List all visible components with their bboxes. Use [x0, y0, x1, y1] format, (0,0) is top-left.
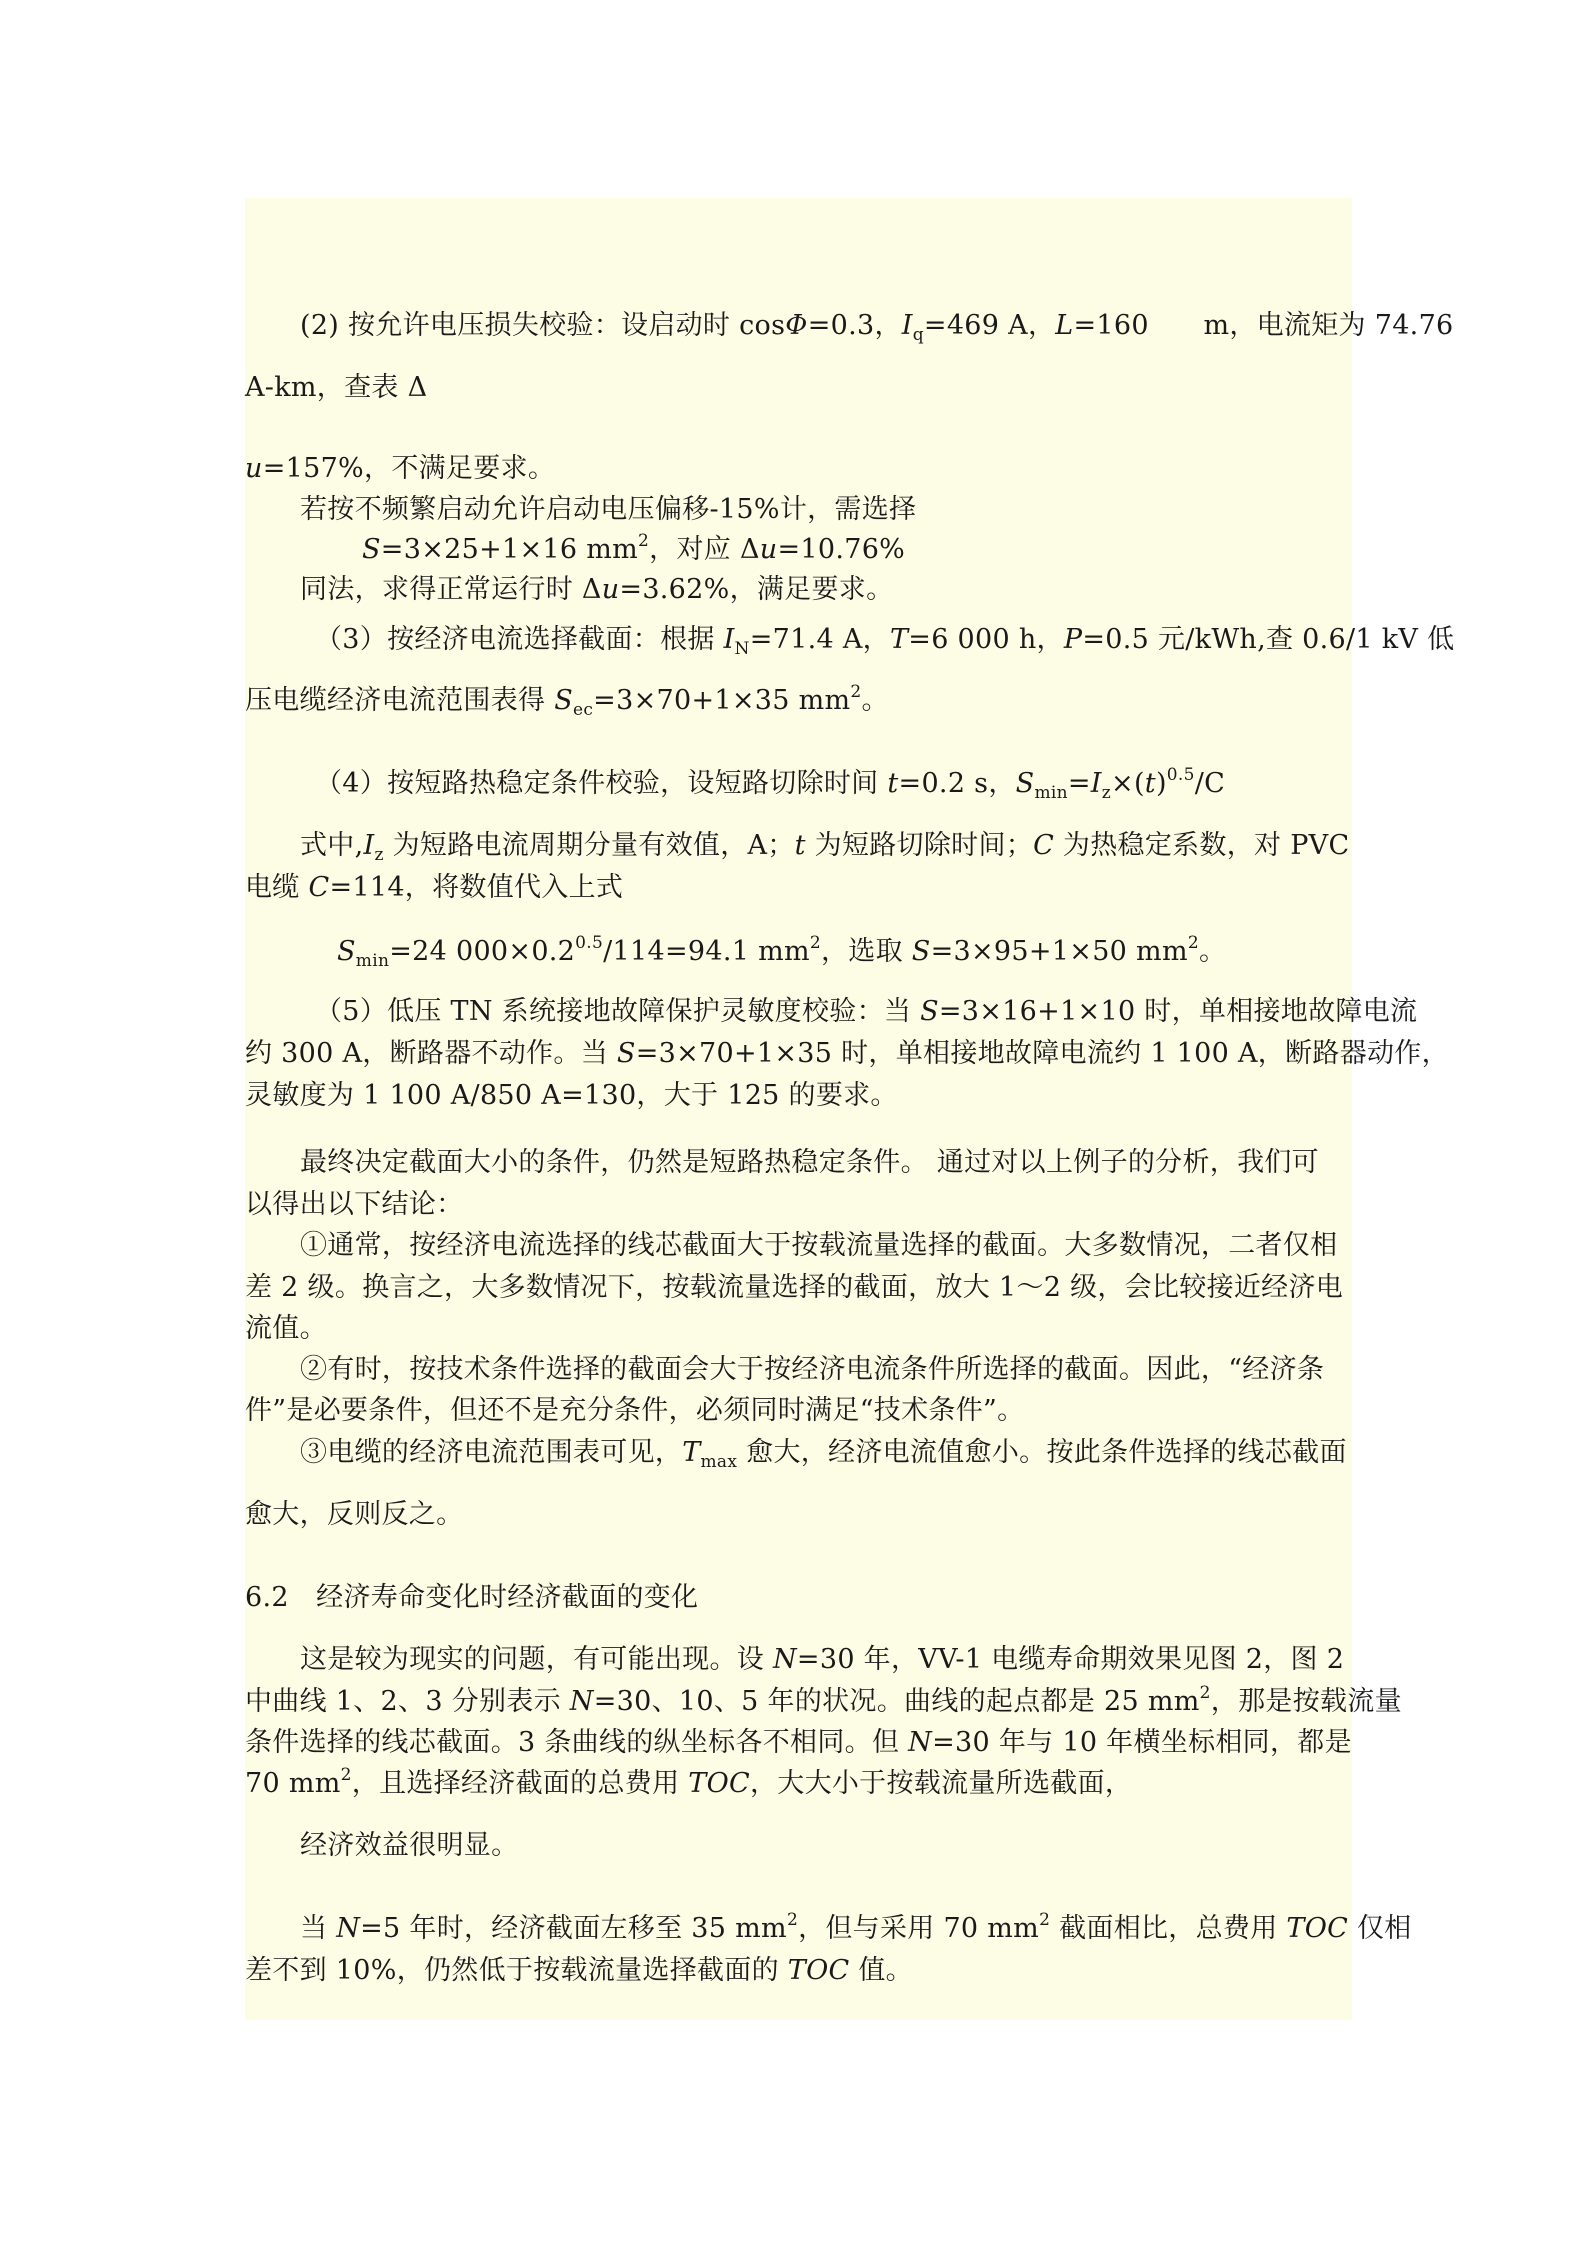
sec-line-2: 中曲线 1、2、3 分别表示 N=30、10、5 年的状况。曲线的起点都是 25 $mm^2$，那是按载流量 — [245, 1683, 1402, 1717]
p3-line-2: 压电缆经济电流范围表得 $S_{ec}=3\times 70+1\times 35$ $mm^2$。 — [245, 682, 889, 720]
p5-line-3: 灵敏度为 1 100 A/850 A=130，大于 125 的要求。 — [245, 1080, 898, 1111]
conclusion-1-line-3: 流值。 — [245, 1313, 327, 1344]
p2-line-2: A-km，查表 Δ — [245, 372, 428, 403]
conclusion-3-line-2: 愈大，反则反之。 — [245, 1499, 464, 1530]
p4-line-1: （4）按短路热稳定条件校验，设短路切除时间 t=0.2 s，$S_{min}=I_z\times(t)^{0.5}/C$ — [315, 765, 1226, 803]
p5-line-2: 约 300 A，断路器不动作。当 S=3×70+1×35 时，单相接地故障电流约 1 100 A，断路器动作， — [245, 1038, 1449, 1069]
p4-line-4: $S_{min}=24$ $000\times 0.2^{0.5}/114=94.1$ $mm^2$，选取 S=3×95+1×50 $mm^2$。 — [337, 933, 1227, 971]
conclusion-1-line-2: 差 2 级。换言之，大多数情况下，按载流量选择的截面，放大 1～2 级，会比较接近经济电 — [245, 1272, 1344, 1303]
p6-line-2: 以得出以下结论： — [245, 1189, 464, 1220]
p2-line-4: 若按不频繁启动允许启动电压偏移-15%计，需选择 — [300, 494, 917, 525]
conclusion-2-line-2: 件”是必要条件，但还不是充分条件，必须同时满足“技术条件”。 — [245, 1395, 1025, 1426]
sec-line-4: 70 $mm^2$，且选择经济截面的总费用 TOC，大大小于按载流量所选截面， — [245, 1765, 1133, 1799]
sec-line-6: 当 N=5 年时，经济截面左移至 35 $mm^2$，但与采用 70 $mm^2$ 截面相比，总费用 TOC 仅相 — [300, 1910, 1412, 1944]
p2-line-6: 同法，求得正常运行时 Δu=3.62%，满足要求。 — [300, 574, 894, 605]
p6-line-1: 最终决定截面大小的条件，仍然是短路热稳定条件。 通过对以上例子的分析，我们可 — [300, 1147, 1319, 1178]
sec-line-5: 经济效益很明显。 — [300, 1830, 519, 1861]
conclusion-3-line-1: ③电缆的经济电流范围表可见，$T_{max}$ 愈大，经济电流值愈小。按此条件选择的线芯截面 — [300, 1437, 1347, 1472]
section-heading: 6.2 经济寿命变化时经济截面的变化 — [245, 1582, 699, 1613]
p4-line-2: 式中$,I_z$ 为短路电流周期分量有效值，A；t 为短路切除时间；C 为热稳定系数，对 PVC — [300, 830, 1350, 865]
p2-line-1: (2) 按允许电压损失校验：设启动时 cosΦ=0.3，$I_q=469$ A，L=160 m，电流矩为 74.76 — [300, 310, 1454, 345]
conclusion-1-line-1: ①通常，按经济电流选择的线芯截面大于按载流量选择的截面。大多数情况，二者仅相 — [300, 1230, 1338, 1261]
p5-line-1: （5）低压 TN 系统接地故障保护灵敏度校验：当 S=3×16+1×10 时，单相接地故障电流 — [315, 996, 1418, 1027]
conclusion-2-line-1: ②有时，按技术条件选择的截面会大于按经济电流条件所选择的截面。因此，“经济条 — [300, 1354, 1325, 1385]
sec-line-1: 这是较为现实的问题，有可能出现。设 N=30 年，VV-1 电缆寿命期效果见图 2，图 2 — [300, 1644, 1345, 1675]
sec-line-7: 差不到 10%，仍然低于按载流量选择截面的 TOC 值。 — [245, 1955, 913, 1986]
p2-line-3: u=157%，不满足要求。 — [245, 453, 556, 484]
p3-line-1: （3）按经济电流选择截面：根据 $I_N=71.4$ A，T=6 000 h，P=0.5 元/kWh,查 0.6/1 kV 低 — [315, 624, 1455, 659]
sec-line-3: 条件选择的线芯截面。3 条曲线的纵坐标各不相同。但 N=30 年与 10 年横坐标相同，都是 — [245, 1727, 1352, 1758]
p4-line-3: 电缆 C=114，将数值代入上式 — [245, 872, 624, 903]
p2-line-5: S=3×25+1×16 $mm^2$，对应 Δu=10.76% — [362, 531, 906, 565]
